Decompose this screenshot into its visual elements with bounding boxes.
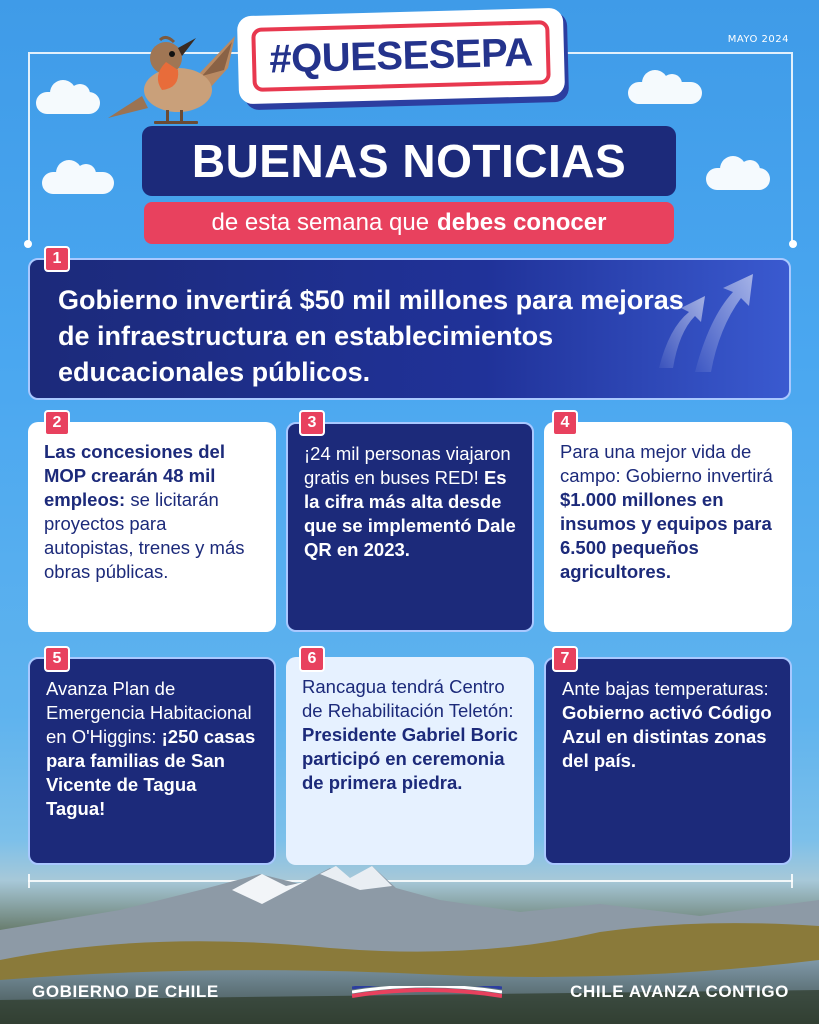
news-text-part: ¡24 mil personas viajaron gratis en buses RED! <box>304 443 511 488</box>
news-text-2 <box>44 440 260 584</box>
news-text-6 <box>302 675 518 795</box>
cloud-icon <box>36 92 100 114</box>
news-text-part: Avanza Plan de Emergencia Habitacional en O'Higgins: <box>46 678 252 747</box>
frame-dot-left <box>24 240 32 248</box>
footer-government: GOBIERNO DE CHILE <box>32 982 219 1001</box>
news-number-3: 3 <box>299 410 325 436</box>
hashtag-text: #QUESESEPA <box>251 20 551 92</box>
news-text-part: Es la cifra más alta desde que se implementó Dale QR en 2023. <box>304 467 516 560</box>
news-text-part: para mejoras de infraestructura en establecimientos educacionales públicos. <box>58 285 684 387</box>
footer-slogan: CHILE AVANZA CONTIGO <box>570 982 789 1001</box>
news-text-part: $50 mil millones <box>299 285 509 315</box>
news-number-4: 4 <box>552 410 578 436</box>
news-card-7 <box>544 657 792 865</box>
news-text-4 <box>560 440 776 584</box>
news-text-part: Presidente Gabriel Boric participó en ceremonia de primera piedra. <box>302 724 518 793</box>
news-card-1 <box>28 258 791 400</box>
news-text-part: Las concesiones del MOP crearán 48 mil empleos: <box>44 441 225 510</box>
flag-stripe-icon <box>352 986 502 998</box>
news-card-5 <box>28 657 276 865</box>
news-text-part: Rancagua tendrá Centro de Rehabilitación Teletón: <box>302 676 514 721</box>
news-card-3 <box>286 422 534 632</box>
bird-icon <box>100 18 240 128</box>
frame-dot-right <box>789 240 797 248</box>
news-card-4 <box>544 422 792 632</box>
news-text-5 <box>46 677 258 821</box>
news-number-2: 2 <box>44 410 70 436</box>
news-text-part: Gobierno invertirá <box>58 285 300 315</box>
hashtag-badge <box>237 8 565 105</box>
news-text-part: Ante bajas temperaturas: <box>562 678 769 699</box>
news-text-1 <box>58 282 698 390</box>
news-number-1: 1 <box>44 246 70 272</box>
news-number-6: 6 <box>299 646 325 672</box>
news-text-3 <box>304 442 516 562</box>
news-number-5: 5 <box>44 646 70 672</box>
date-label: MAYO 2024 <box>727 34 789 45</box>
cloud-icon <box>706 168 770 190</box>
subtitle-bold: debes conocer <box>437 209 607 236</box>
news-text-part: $1.000 millones en insumos y equipos para 6.500 pequeños agricultores. <box>560 489 772 582</box>
news-text-part: Gobierno activó Código Azul en distintas zonas del país. <box>562 702 772 771</box>
page-subtitle <box>144 202 674 244</box>
news-text-part: se licitarán proyectos para autopistas, trenes y más obras públicas. <box>44 489 245 582</box>
news-text-part: ¡250 casas para familias de San Vicente de Tagua Tagua! <box>46 726 256 819</box>
news-text-7 <box>562 677 774 773</box>
cloud-icon <box>42 172 114 194</box>
cloud-icon <box>628 82 702 104</box>
news-card-6 <box>286 657 534 865</box>
page-title: BUENAS NOTICIAS <box>142 126 676 196</box>
news-number-7: 7 <box>552 646 578 672</box>
news-text-part: Para una mejor vida de campo: Gobierno invertirá <box>560 441 773 486</box>
subtitle-normal: de esta semana que <box>211 209 430 236</box>
news-card-2 <box>28 422 276 632</box>
